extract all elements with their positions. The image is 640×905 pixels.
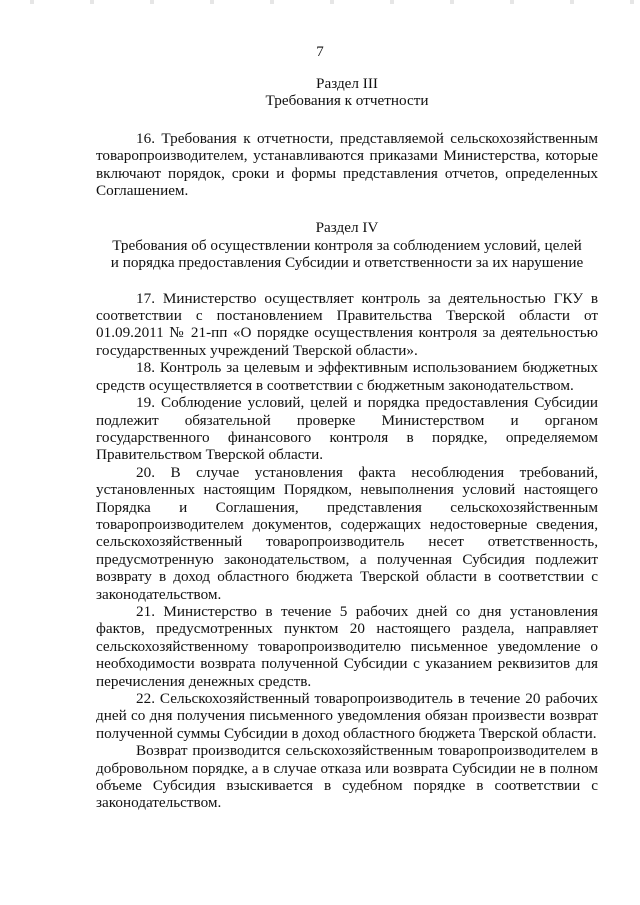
page-number: 7 bbox=[316, 44, 324, 60]
paragraph-20: 20. В случае установления факта несоблюдения требований, установленных настоящим Порядком, невыполнения условий настоящего Порядка и Соглашения, представления сельскохозяйственным товаропроизводителем документов, содержащих недостоверные сведения, сельскохозяйственный товаропроизводитель несет ответственность, предусмотренную законодательством, а полученная Субсидия подлежит возврату в доход областного бюджета Тверской области в соответствии с законодательством. bbox=[96, 463, 598, 603]
section-4-subtitle-line-2: и порядка предоставления Субсидии и ответственности за их нарушение bbox=[110, 254, 584, 272]
document-body bbox=[96, 75, 598, 812]
paragraph-23: Возврат производится сельскохозяйственным товаропроизводителем в добровольном порядке, а в случае отказа или возврата Субсидии не в полном объеме Субсидия взыскивается в судебном порядке в соответствии с законодательством. bbox=[96, 742, 598, 812]
section-3-title: Раздел III bbox=[316, 75, 378, 92]
section-4-heading bbox=[96, 219, 598, 271]
section-3-heading bbox=[96, 75, 598, 110]
section-4-subtitle-line-1: Требования об осуществлении контроля за соблюдением условий, целей bbox=[112, 236, 582, 254]
section-4-title: Раздел IV bbox=[315, 219, 379, 237]
paragraph-19: 19. Соблюдение условий, целей и порядка предоставления Субсидии подлежит обязательной проверке Министерством и органом государственного финансового контроля в порядке, определяемом Правительством Тверской области. bbox=[96, 394, 598, 464]
paragraph-21: 21. Министерство в течение 5 рабочих дней со дня установления фактов, предусмотренных пунктом 20 настоящего раздела, направляет сельскохозяйственному товаропроизводителю письменное уведомление о необходимости возврата полученной Субсидии с указанием реквизитов для перечисления денежных средств. bbox=[96, 602, 598, 690]
paragraph-22: 22. Сельскохозяйственный товаропроизводитель в течение 20 рабочих дней со дня получения письменного уведомления обязан произвести возврат полученной суммы Субсидии в доход областного бюджета Тверской области. bbox=[96, 690, 598, 742]
scan-edge-artifact bbox=[0, 0, 640, 4]
paragraph-18: 18. Контроль за целевым и эффективным использованием бюджетных средств осуществляется в соответствии с бюджетным законодательством. bbox=[96, 359, 598, 394]
paragraph-16: 16. Требования к отчетности, представляемой сельскохозяйственным товаропроизводителем, устанавливаются приказами Министерства, которые включают порядок, сроки и формы представления отчетов, определенных Соглашением. bbox=[96, 129, 598, 200]
section-3-subtitle: Требования к отчетности bbox=[265, 92, 429, 110]
paragraph-17: 17. Министерство осуществляет контроль за деятельностью ГКУ в соответствии с постановлением Правительства Тверской области от 01.09.2011 № 21-пп «О порядке осуществления контроля за деятельностью государственных учреждений Тверской области». bbox=[96, 289, 598, 359]
